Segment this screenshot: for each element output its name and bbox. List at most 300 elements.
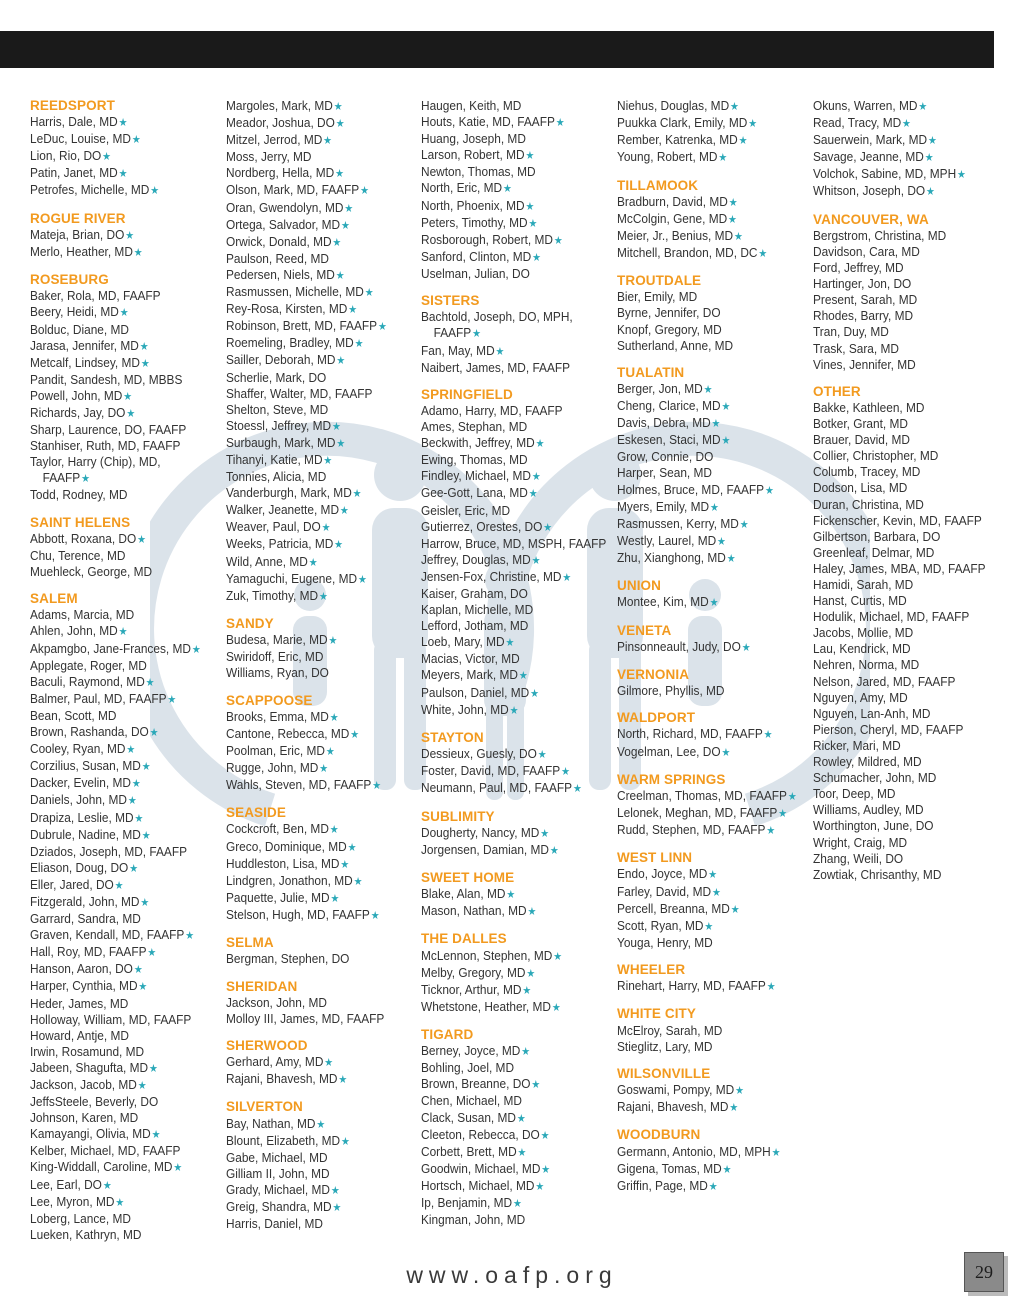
member-entry	[813, 690, 986, 706]
city-heading: SAINT HELENS	[30, 514, 131, 530]
star-icon: ★	[133, 964, 143, 977]
member-name: Gilliam II, John, MD	[226, 1165, 330, 1181]
star-icon: ★	[540, 1129, 550, 1142]
city-heading: SWEET HOME	[421, 869, 515, 885]
member-entry	[421, 780, 594, 797]
city-heading: TILLAMOOK	[617, 177, 699, 193]
member-name: Howard, Antje, MD	[30, 1027, 129, 1043]
star-icon: ★	[118, 168, 128, 181]
member-entry	[813, 529, 986, 545]
member-entry	[617, 533, 790, 550]
member-name: Applegate, Roger, MD	[30, 657, 147, 673]
star-icon: ★	[316, 1118, 326, 1131]
member-entry	[30, 658, 203, 674]
city-section	[421, 387, 613, 719]
star-icon: ★	[151, 1129, 161, 1142]
star-icon: ★	[721, 401, 731, 414]
member-name: Brown, Breanne, DO	[421, 1076, 531, 1092]
member-name: Yamaguchi, Eugene, MD	[226, 570, 358, 586]
member-entry	[421, 1127, 594, 1144]
city-heading: THE DALLES	[421, 931, 507, 947]
city-section	[226, 1099, 418, 1232]
member-entry	[30, 741, 203, 758]
member-entry	[226, 1166, 399, 1182]
city-section	[813, 212, 1005, 373]
member-entry	[226, 873, 399, 890]
member-name: Greig, Shandra, MD	[226, 1199, 332, 1215]
member-name: Paulson, Daniel, MD	[421, 684, 530, 700]
member-name: Uselman, Julian, DO	[421, 265, 530, 281]
star-icon: ★	[323, 135, 333, 148]
member-name: Bean, Scott, MD	[30, 707, 117, 723]
member-entry	[813, 464, 986, 480]
member-entry	[30, 304, 203, 321]
star-icon: ★	[335, 269, 345, 282]
member-name: FAAFP	[42, 470, 81, 486]
member-name: Bolduc, Diane, MD	[30, 321, 129, 337]
member-name: Orwick, Donald, MD	[226, 233, 332, 249]
member-name: Cantone, Rebecca, MD	[226, 725, 350, 741]
city-section	[617, 962, 809, 995]
member-entry	[226, 726, 399, 743]
member-entry	[226, 743, 399, 760]
city-section	[617, 1066, 809, 1116]
city-heading: WHEELER	[617, 962, 686, 978]
member-entry	[617, 149, 790, 166]
member-entry	[421, 519, 594, 536]
member-entry	[30, 810, 203, 827]
member-name: Peters, Timothy, MD	[421, 214, 528, 230]
city-section	[421, 98, 613, 282]
member-entry	[421, 435, 594, 452]
member-name: Scherlie, Mark, DO	[226, 369, 327, 385]
member-name: Roemeling, Bradley, MD	[226, 335, 354, 351]
member-entry	[421, 1212, 594, 1228]
member-name: Bergstrom, Christina, MD	[813, 227, 947, 243]
member-name: Wright, Craig, MD	[813, 834, 908, 850]
star-icon: ★	[131, 778, 141, 791]
member-entry	[617, 884, 790, 901]
star-icon: ★	[525, 200, 535, 213]
member-entry	[617, 978, 790, 995]
member-entry	[421, 325, 594, 342]
member-entry	[813, 480, 986, 496]
city-section	[617, 365, 809, 567]
member-entry	[617, 415, 790, 432]
member-name: Kaplan, Michelle, MD	[421, 602, 534, 618]
member-entry	[226, 536, 399, 553]
star-icon: ★	[185, 930, 195, 943]
member-name: Myers, Emily, MD	[617, 498, 710, 514]
member-entry	[617, 98, 790, 115]
member-entry	[617, 787, 797, 805]
member-name: Fan, May, MD	[421, 342, 495, 358]
star-icon: ★	[319, 762, 329, 775]
star-icon: ★	[703, 383, 713, 396]
member-name: Nguyen, Lan-Anh, MD	[813, 705, 931, 721]
city-heading: WARM SPRINGS	[617, 771, 726, 787]
star-icon: ★	[344, 202, 354, 215]
member-name: Ahlen, John, MD	[30, 623, 118, 639]
member-name: Harper, Sean, MD	[617, 465, 712, 481]
member-name: Surbaugh, Mark, MD	[226, 434, 336, 450]
member-name: Meador, Joshua, DO	[226, 115, 335, 131]
member-entry	[30, 1177, 203, 1194]
member-entry	[813, 341, 986, 357]
member-name: Bier, Emily, MD	[617, 289, 698, 305]
star-icon: ★	[323, 454, 333, 467]
member-name: Zuk, Timothy, MD	[226, 587, 319, 603]
star-icon: ★	[561, 766, 570, 779]
member-name: Loberg, Lance, MD	[30, 1210, 131, 1226]
member-name: Davidson, Cara, MD	[813, 243, 920, 259]
member-entry	[226, 571, 399, 588]
city-heading: SILVERTON	[226, 1099, 303, 1115]
star-icon: ★	[141, 761, 151, 774]
member-name: Melby, Gregory, MD	[421, 964, 526, 980]
member-entry	[226, 200, 399, 217]
directory-column	[30, 98, 222, 1254]
star-icon: ★	[537, 749, 547, 762]
member-entry	[226, 267, 399, 284]
star-icon: ★	[141, 829, 151, 842]
member-entry	[813, 641, 986, 657]
member-entry	[226, 632, 399, 649]
member-name: Gutierrez, Orestes, DO	[421, 518, 543, 534]
member-name: Adams, Marcia, MD	[30, 607, 135, 623]
member-name: Vines, Jennifer, MD	[813, 356, 916, 372]
member-name: Hanson, Aaron, DO	[30, 961, 133, 977]
member-name: Whetstone, Heather, MD	[421, 998, 551, 1014]
member-name: Rajani, Bhavesh, MD	[617, 1099, 729, 1115]
member-name: Puukka Clark, Emily, MD	[617, 115, 748, 131]
member-name: Percell, Breanna, MD	[617, 900, 730, 916]
member-entry	[421, 1076, 594, 1093]
city-section	[30, 515, 222, 580]
city-heading: ROSEBURG	[30, 272, 109, 288]
member-name: Kaiser, Graham, DO	[421, 586, 528, 601]
member-entry	[421, 825, 594, 842]
member-entry	[30, 894, 203, 911]
star-icon: ★	[335, 118, 345, 131]
city-heading: SUBLIMITY	[421, 808, 495, 824]
member-name: Tran, Duy, MD	[813, 324, 889, 340]
city-heading: SEASIDE	[226, 805, 286, 821]
member-name: Williams, Ryan, DO	[226, 665, 329, 681]
member-entry	[421, 569, 594, 586]
member-entry	[617, 115, 790, 132]
member-entry	[421, 419, 594, 435]
member-name: Brooks, Emma, MD	[226, 708, 329, 724]
member-name: Goodwin, Michael, MD	[421, 1160, 541, 1176]
member-name: Garrard, Sandra, MD	[30, 911, 141, 927]
member-name: Findley, Michael, MD	[421, 468, 531, 484]
member-name: Rember, Katrenka, MD	[617, 132, 738, 148]
star-icon: ★	[167, 693, 177, 706]
member-name: Pandit, Sandesh, MD, MBBS	[30, 371, 183, 387]
star-icon: ★	[353, 875, 363, 888]
member-entry	[421, 452, 594, 468]
star-icon: ★	[928, 135, 937, 148]
star-icon: ★	[131, 134, 141, 147]
city-heading: OTHER	[813, 383, 861, 399]
member-entry	[813, 738, 986, 754]
member-entry	[421, 1093, 594, 1109]
member-name: Mitchell, Brandon, MD, DC	[617, 244, 758, 260]
star-icon: ★	[377, 321, 387, 334]
member-entry	[226, 335, 399, 352]
member-name: Greco, Dominique, MD	[226, 838, 347, 854]
member-entry	[226, 452, 399, 469]
member-entry	[30, 1077, 203, 1094]
member-entry	[30, 1028, 203, 1044]
member-name: Dacker, Evelin, MD	[30, 775, 131, 791]
member-entry	[421, 266, 594, 282]
member-entry	[30, 758, 203, 775]
member-name: Holmes, Bruce, MD, FAAFP	[617, 481, 765, 497]
member-name: Bakke, Kathleen, MD	[813, 399, 925, 415]
city-section	[226, 616, 418, 681]
star-icon: ★	[721, 435, 731, 448]
member-entry	[421, 903, 594, 920]
city-section	[617, 98, 809, 166]
city-section	[617, 623, 809, 656]
star-icon: ★	[553, 234, 563, 247]
member-name: McColgin, Gene, MD	[617, 210, 728, 226]
member-entry	[617, 550, 790, 567]
star-icon: ★	[330, 1184, 340, 1197]
star-icon: ★	[509, 704, 519, 717]
member-entry	[617, 499, 790, 516]
city-section	[421, 931, 613, 1015]
star-icon: ★	[771, 1146, 781, 1159]
member-entry	[421, 131, 594, 147]
star-icon: ★	[138, 981, 148, 994]
star-icon: ★	[535, 438, 545, 451]
city-heading: VENETA	[617, 622, 672, 638]
member-entry	[30, 422, 203, 438]
city-heading: REEDSPORT	[30, 98, 115, 113]
member-entry	[813, 561, 986, 577]
member-entry	[30, 674, 203, 691]
member-name: Daniels, John, MD	[30, 792, 127, 808]
member-name: Gilbertson, Barbara, DO	[813, 528, 941, 544]
star-icon: ★	[758, 247, 768, 260]
member-entry	[226, 1133, 399, 1150]
star-icon: ★	[364, 287, 374, 300]
member-name: Bohling, Joel, MD	[421, 1060, 515, 1076]
member-entry	[226, 115, 399, 132]
star-icon: ★	[123, 390, 133, 403]
member-entry	[30, 322, 203, 338]
member-name: Moss, Jerry, MD	[226, 149, 312, 165]
member-name: Nguyen, Amy, MD	[813, 689, 908, 705]
member-name: Budesa, Marie, MD	[226, 632, 328, 648]
member-entry	[617, 211, 790, 228]
member-entry	[421, 618, 594, 634]
star-icon: ★	[137, 533, 147, 546]
star-icon: ★	[717, 535, 726, 548]
member-name: Duran, Christina, MD	[813, 496, 924, 512]
star-icon: ★	[528, 488, 538, 501]
city-section	[617, 772, 809, 839]
member-entry	[226, 182, 399, 199]
member-name: Sanford, Clinton, MD	[421, 248, 532, 264]
member-entry	[813, 132, 986, 149]
member-name: Kelber, Michael, MD, FAAFP	[30, 1143, 181, 1159]
member-name: Baculi, Raymond, MD	[30, 673, 145, 689]
member-name: Stelson, Hugh, MD, FAAFP	[226, 906, 370, 922]
member-name: Creelman, Thomas, MD, FAAFP	[617, 787, 787, 803]
member-entry	[226, 402, 399, 418]
member-entry	[813, 577, 986, 593]
member-name: Fitzgerald, John, MD	[30, 893, 140, 909]
member-name: Jensen-Fox, Christine, MD	[421, 568, 562, 584]
member-name: Meier, Jr., Benius, MD	[617, 227, 734, 243]
member-entry	[421, 98, 594, 114]
member-entry	[226, 554, 399, 571]
member-entry	[421, 215, 594, 232]
member-entry	[617, 132, 790, 149]
member-entry	[421, 403, 594, 419]
member-entry	[226, 951, 399, 967]
member-name: Lau, Kendrick, MD	[813, 641, 911, 657]
city-heading: WHITE CITY	[617, 1006, 696, 1022]
member-entry	[813, 545, 986, 561]
star-icon: ★	[730, 101, 739, 113]
star-icon: ★	[81, 473, 90, 486]
member-entry	[813, 754, 986, 770]
city-section	[421, 293, 613, 375]
member-name: Farley, David, MD	[617, 883, 712, 899]
member-name: Walker, Jeanette, MD	[226, 502, 340, 518]
member-name: Merlo, Heather, MD	[30, 243, 133, 259]
member-name: North, Richard, MD, FAAFP	[617, 726, 763, 742]
member-name: Mason, Nathan, MD	[421, 903, 527, 919]
member-name: Taylor, Harry (Chip), MD,	[30, 454, 161, 470]
star-icon: ★	[543, 521, 553, 534]
member-name: Lee, Earl, DO	[30, 1176, 102, 1192]
member-entry	[30, 338, 203, 355]
page-number: 29	[964, 1252, 1004, 1292]
member-entry	[226, 1182, 399, 1199]
member-entry	[421, 746, 594, 763]
star-icon: ★	[145, 676, 155, 689]
member-entry	[421, 982, 594, 999]
star-icon: ★	[711, 886, 721, 899]
member-name: Dougherty, Nancy, MD	[421, 824, 540, 840]
member-entry	[617, 639, 790, 656]
member-entry	[813, 357, 986, 373]
member-entry	[226, 839, 399, 856]
member-name: Wild, Anne, MD	[226, 553, 308, 569]
member-entry	[30, 827, 203, 844]
member-entry	[421, 552, 594, 569]
star-icon: ★	[522, 984, 532, 997]
member-entry	[813, 448, 986, 464]
member-name: Ticknor, Arthur, MD	[421, 981, 522, 997]
member-entry	[226, 318, 399, 335]
star-icon: ★	[738, 135, 748, 148]
member-entry	[226, 995, 399, 1011]
star-icon: ★	[748, 118, 758, 131]
member-name: Abbott, Roxana, DO	[30, 530, 137, 546]
member-entry	[226, 519, 399, 536]
member-name: Berney, Joyce, MD	[421, 1043, 521, 1059]
star-icon: ★	[535, 1180, 545, 1193]
star-icon: ★	[118, 626, 128, 639]
star-icon: ★	[505, 637, 515, 650]
city-section	[617, 850, 809, 951]
star-icon: ★	[766, 825, 776, 838]
member-name: Okuns, Warren, MD	[813, 98, 918, 113]
member-entry	[421, 634, 594, 651]
member-name: Bradburn, David, MD	[617, 193, 728, 209]
member-name: Houts, Katie, MD, FAAFP	[421, 114, 555, 130]
member-name: Molloy III, James, MD, FAAFP	[226, 1010, 385, 1026]
star-icon: ★	[354, 338, 364, 351]
member-entry	[421, 485, 594, 502]
member-entry	[226, 890, 399, 907]
member-name: Germann, Antonio, MD, MPH	[617, 1143, 771, 1159]
member-name: Jarasa, Jennifer, MD	[30, 337, 139, 353]
member-entry	[813, 786, 986, 802]
city-heading: SPRINGFIELD	[421, 386, 513, 402]
member-name: Paulson, Reed, MD	[226, 250, 329, 266]
member-entry	[813, 115, 986, 132]
city-heading: SCAPPOOSE	[226, 692, 313, 708]
city-section	[617, 710, 809, 760]
member-name: Beery, Heidi, MD	[30, 304, 119, 320]
member-entry	[30, 996, 203, 1012]
member-entry	[617, 381, 790, 398]
member-entry	[226, 856, 399, 873]
member-entry	[813, 802, 986, 818]
member-name: Sauerwein, Mark, MD	[813, 132, 928, 148]
city-heading: SANDY	[226, 616, 274, 631]
member-name: Montee, Kim, MD	[617, 594, 709, 610]
star-icon: ★	[512, 1198, 522, 1211]
member-name: Cockcroft, Ben, MD	[226, 821, 329, 837]
member-name: Larson, Robert, MD	[421, 147, 525, 163]
star-icon: ★	[137, 1080, 147, 1092]
city-section	[30, 98, 222, 200]
star-icon: ★	[495, 345, 505, 358]
member-name: Muehleck, George, MD	[30, 564, 153, 579]
member-name: Rhodes, Barry, MD	[813, 308, 914, 324]
star-icon: ★	[115, 1196, 125, 1209]
directory-column	[617, 98, 809, 1206]
star-icon: ★	[341, 219, 350, 232]
city-section	[617, 178, 809, 262]
member-entry	[226, 98, 399, 115]
member-entry	[226, 1150, 399, 1166]
member-entry	[617, 1039, 790, 1055]
member-name: Chen, Michael, MD	[421, 1093, 522, 1109]
member-name: Huang, Joseph, MD	[421, 131, 526, 147]
member-entry	[813, 260, 986, 276]
star-icon: ★	[321, 522, 331, 535]
member-entry	[30, 1044, 203, 1060]
member-name: Lelonek, Meghan, MD, FAAFP	[617, 804, 778, 820]
member-entry	[617, 1082, 790, 1099]
star-icon: ★	[704, 920, 714, 933]
member-name: Sutherland, Anne, MD	[617, 337, 734, 353]
member-name: White, John, MD	[421, 701, 509, 717]
member-entry	[30, 641, 203, 658]
member-name: Haley, James, MBA, MD, FAAFP	[813, 560, 986, 576]
member-name: Kamayangi, Olivia, MD	[30, 1126, 151, 1142]
